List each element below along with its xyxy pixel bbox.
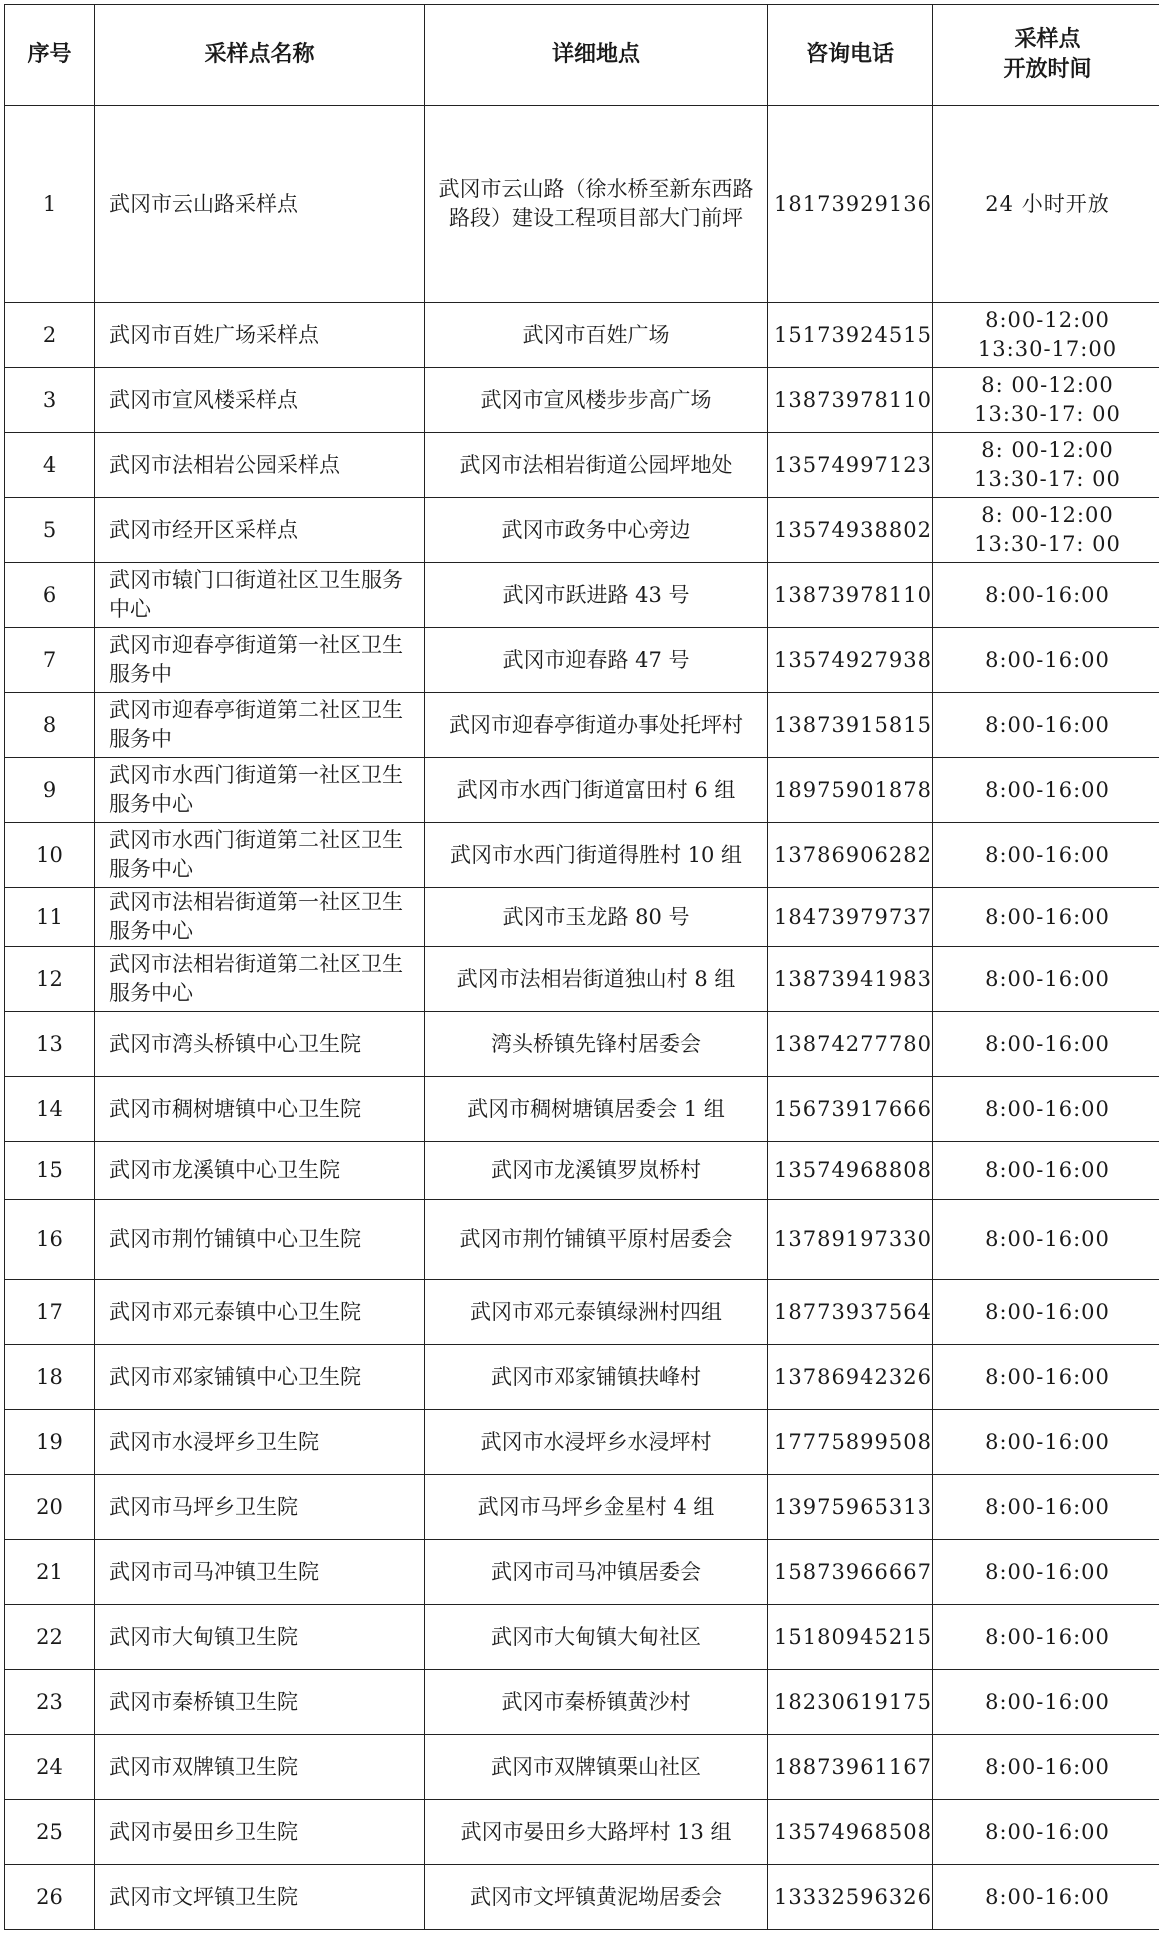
cell-name: 武冈市水浸坪乡卫生院 xyxy=(95,1410,425,1475)
cell-index: 18 xyxy=(5,1345,95,1410)
cell-index: 23 xyxy=(5,1670,95,1735)
cell-hours: 8:00-16:00 xyxy=(933,1410,1159,1475)
cell-hours: 8:00-16:00 xyxy=(933,1865,1159,1930)
cell-phone: 13786906282 xyxy=(768,823,933,888)
cell-phone: 18873961167 xyxy=(768,1735,933,1800)
cell-name: 武冈市晏田乡卫生院 xyxy=(95,1800,425,1865)
table-row xyxy=(5,628,1159,693)
cell-hours: 8: 00-12:00 13:30-17: 00 xyxy=(933,498,1159,563)
header-index: 序号 xyxy=(5,5,95,106)
cell-name: 武冈市云山路采样点 xyxy=(95,106,425,303)
cell-hours: 24 小时开放 xyxy=(933,106,1159,303)
table-row xyxy=(5,1475,1159,1540)
table-row xyxy=(5,368,1159,433)
cell-hours: 8:00-16:00 xyxy=(933,1800,1159,1865)
cell-index: 9 xyxy=(5,758,95,823)
cell-name: 武冈市宣风楼采样点 xyxy=(95,368,425,433)
cell-address: 武冈市法相岩街道公园坪地处 xyxy=(425,433,768,498)
cell-hours: 8:00-16:00 xyxy=(933,888,1159,947)
table-row xyxy=(5,888,1159,947)
cell-name: 武冈市经开区采样点 xyxy=(95,498,425,563)
cell-hours: 8:00-16:00 xyxy=(933,1280,1159,1345)
table-row xyxy=(5,563,1159,628)
cell-address: 湾头桥镇先锋村居委会 xyxy=(425,1012,768,1077)
cell-name: 武冈市文坪镇卫生院 xyxy=(95,1865,425,1930)
cell-name: 武冈市辕门口街道社区卫生服务中心 xyxy=(95,563,425,628)
cell-address: 武冈市双牌镇栗山社区 xyxy=(425,1735,768,1800)
cell-phone: 15173924515 xyxy=(768,303,933,368)
table-row xyxy=(5,1670,1159,1735)
cell-address: 武冈市跃进路 43 号 xyxy=(425,563,768,628)
cell-index: 22 xyxy=(5,1605,95,1670)
table-row xyxy=(5,1865,1159,1930)
cell-index: 24 xyxy=(5,1735,95,1800)
cell-phone: 13975965313 xyxy=(768,1475,933,1540)
table-row xyxy=(5,1280,1159,1345)
table-row xyxy=(5,498,1159,563)
cell-phone: 17775899508 xyxy=(768,1410,933,1475)
cell-index: 20 xyxy=(5,1475,95,1540)
cell-hours: 8:00-16:00 xyxy=(933,1605,1159,1670)
cell-name: 武冈市邓元泰镇中心卫生院 xyxy=(95,1280,425,1345)
cell-address: 武冈市迎春亭街道办事处托坪村 xyxy=(425,693,768,758)
cell-index: 4 xyxy=(5,433,95,498)
cell-hours: 8:00-16:00 xyxy=(933,1142,1159,1200)
table-row xyxy=(5,1410,1159,1475)
cell-address: 武冈市百姓广场 xyxy=(425,303,768,368)
cell-phone: 18173929136 xyxy=(768,106,933,303)
cell-hours: 8:00-16:00 xyxy=(933,1670,1159,1735)
table-row xyxy=(5,1077,1159,1142)
table-row xyxy=(5,433,1159,498)
cell-name: 武冈市龙溪镇中心卫生院 xyxy=(95,1142,425,1200)
cell-address: 武冈市法相岩街道独山村 8 组 xyxy=(425,947,768,1012)
cell-name: 武冈市秦桥镇卫生院 xyxy=(95,1670,425,1735)
cell-index: 12 xyxy=(5,947,95,1012)
cell-index: 19 xyxy=(5,1410,95,1475)
cell-name: 武冈市迎春亭街道第一社区卫生服务中 xyxy=(95,628,425,693)
cell-hours: 8:00-16:00 xyxy=(933,947,1159,1012)
cell-name: 武冈市荆竹铺镇中心卫生院 xyxy=(95,1200,425,1280)
cell-index: 14 xyxy=(5,1077,95,1142)
cell-hours: 8:00-16:00 xyxy=(933,823,1159,888)
cell-index: 7 xyxy=(5,628,95,693)
cell-address: 武冈市荆竹铺镇平原村居委会 xyxy=(425,1200,768,1280)
cell-address: 武冈市云山路（徐水桥至新东西路路段）建设工程项目部大门前坪 xyxy=(425,106,768,303)
cell-hours: 8: 00-12:00 13:30-17: 00 xyxy=(933,433,1159,498)
cell-address: 武冈市水西门街道得胜村 10 组 xyxy=(425,823,768,888)
cell-index: 6 xyxy=(5,563,95,628)
cell-index: 25 xyxy=(5,1800,95,1865)
cell-phone: 18230619175 xyxy=(768,1670,933,1735)
cell-address: 武冈市马坪乡金星村 4 组 xyxy=(425,1475,768,1540)
cell-name: 武冈市水西门街道第一社区卫生服务中心 xyxy=(95,758,425,823)
cell-name: 武冈市迎春亭街道第二社区卫生服务中 xyxy=(95,693,425,758)
cell-phone: 15673917666 xyxy=(768,1077,933,1142)
cell-index: 15 xyxy=(5,1142,95,1200)
cell-hours: 8:00-16:00 xyxy=(933,1077,1159,1142)
table-row xyxy=(5,303,1159,368)
cell-hours: 8:00-16:00 xyxy=(933,563,1159,628)
cell-phone: 13789197330 xyxy=(768,1200,933,1280)
cell-phone: 18773937564 xyxy=(768,1280,933,1345)
cell-hours: 8:00-16:00 xyxy=(933,1200,1159,1280)
cell-hours: 8:00-16:00 xyxy=(933,1012,1159,1077)
cell-hours: 8:00-16:00 xyxy=(933,693,1159,758)
cell-phone: 15180945215 xyxy=(768,1605,933,1670)
cell-phone: 13873978110 xyxy=(768,368,933,433)
header-phone: 咨询电话 xyxy=(768,5,933,106)
cell-address: 武冈市水浸坪乡水浸坪村 xyxy=(425,1410,768,1475)
header-name: 采样点名称 xyxy=(95,5,425,106)
cell-phone: 13574997123 xyxy=(768,433,933,498)
cell-phone: 13786942326 xyxy=(768,1345,933,1410)
cell-hours: 8:00-16:00 xyxy=(933,1540,1159,1605)
cell-name: 武冈市法相岩公园采样点 xyxy=(95,433,425,498)
cell-address: 武冈市稠树塘镇居委会 1 组 xyxy=(425,1077,768,1142)
cell-index: 10 xyxy=(5,823,95,888)
cell-index: 2 xyxy=(5,303,95,368)
cell-index: 5 xyxy=(5,498,95,563)
cell-name: 武冈市法相岩街道第二社区卫生服务中心 xyxy=(95,947,425,1012)
cell-index: 11 xyxy=(5,888,95,947)
cell-index: 17 xyxy=(5,1280,95,1345)
table-row xyxy=(5,947,1159,1012)
cell-name: 武冈市邓家铺镇中心卫生院 xyxy=(95,1345,425,1410)
cell-name: 武冈市法相岩街道第一社区卫生服务中心 xyxy=(95,888,425,947)
cell-phone: 15873966667 xyxy=(768,1540,933,1605)
cell-name: 武冈市司马冲镇卫生院 xyxy=(95,1540,425,1605)
cell-address: 武冈市晏田乡大路坪村 13 组 xyxy=(425,1800,768,1865)
table-row xyxy=(5,823,1159,888)
cell-address: 武冈市邓家铺镇扶峰村 xyxy=(425,1345,768,1410)
cell-name: 武冈市大甸镇卫生院 xyxy=(95,1605,425,1670)
table-row xyxy=(5,1735,1159,1800)
cell-index: 8 xyxy=(5,693,95,758)
table-row xyxy=(5,1142,1159,1200)
cell-phone: 13874277780 xyxy=(768,1012,933,1077)
cell-address: 武冈市政务中心旁边 xyxy=(425,498,768,563)
table-row xyxy=(5,1345,1159,1410)
cell-index: 1 xyxy=(5,106,95,303)
cell-phone: 18975901878 xyxy=(768,758,933,823)
header-address: 详细地点 xyxy=(425,5,768,106)
cell-phone: 13873978110 xyxy=(768,563,933,628)
cell-phone: 13332596326 xyxy=(768,1865,933,1930)
sampling-sites-table xyxy=(4,4,1159,1930)
cell-phone: 13873941983 xyxy=(768,947,933,1012)
cell-address: 武冈市宣风楼步步高广场 xyxy=(425,368,768,433)
table-row xyxy=(5,1200,1159,1280)
cell-name: 武冈市百姓广场采样点 xyxy=(95,303,425,368)
cell-hours: 8:00-16:00 xyxy=(933,1475,1159,1540)
cell-address: 武冈市玉龙路 80 号 xyxy=(425,888,768,947)
cell-name: 武冈市水西门街道第二社区卫生服务中心 xyxy=(95,823,425,888)
cell-phone: 13873915815 xyxy=(768,693,933,758)
table-header-row xyxy=(5,5,1159,106)
cell-name: 武冈市双牌镇卫生院 xyxy=(95,1735,425,1800)
cell-index: 16 xyxy=(5,1200,95,1280)
cell-phone: 13574938802 xyxy=(768,498,933,563)
cell-name: 武冈市稠树塘镇中心卫生院 xyxy=(95,1077,425,1142)
cell-address: 武冈市司马冲镇居委会 xyxy=(425,1540,768,1605)
table-row xyxy=(5,693,1159,758)
cell-index: 21 xyxy=(5,1540,95,1605)
cell-address: 武冈市龙溪镇罗岚桥村 xyxy=(425,1142,768,1200)
cell-address: 武冈市文坪镇黄泥坳居委会 xyxy=(425,1865,768,1930)
cell-hours: 8:00-16:00 xyxy=(933,1735,1159,1800)
cell-hours: 8:00-12:00 13:30-17:00 xyxy=(933,303,1159,368)
cell-hours: 8:00-16:00 xyxy=(933,1345,1159,1410)
cell-address: 武冈市迎春路 47 号 xyxy=(425,628,768,693)
cell-index: 13 xyxy=(5,1012,95,1077)
cell-hours: 8: 00-12:00 13:30-17: 00 xyxy=(933,368,1159,433)
table-row xyxy=(5,1012,1159,1077)
cell-hours: 8:00-16:00 xyxy=(933,758,1159,823)
cell-index: 26 xyxy=(5,1865,95,1930)
cell-phone: 13574968808 xyxy=(768,1142,933,1200)
cell-name: 武冈市湾头桥镇中心卫生院 xyxy=(95,1012,425,1077)
table-row xyxy=(5,1800,1159,1865)
cell-phone: 13574968508 xyxy=(768,1800,933,1865)
cell-index: 3 xyxy=(5,368,95,433)
table-row xyxy=(5,758,1159,823)
table-row xyxy=(5,1540,1159,1605)
header-hours: 采样点 开放时间 xyxy=(933,5,1159,106)
cell-address: 武冈市秦桥镇黄沙村 xyxy=(425,1670,768,1735)
table-row xyxy=(5,1605,1159,1670)
cell-address: 武冈市大甸镇大甸社区 xyxy=(425,1605,768,1670)
table-row xyxy=(5,106,1159,303)
cell-hours: 8:00-16:00 xyxy=(933,628,1159,693)
cell-name: 武冈市马坪乡卫生院 xyxy=(95,1475,425,1540)
cell-address: 武冈市邓元泰镇绿洲村四组 xyxy=(425,1280,768,1345)
cell-address: 武冈市水西门街道富田村 6 组 xyxy=(425,758,768,823)
cell-phone: 18473979737 xyxy=(768,888,933,947)
cell-phone: 13574927938 xyxy=(768,628,933,693)
